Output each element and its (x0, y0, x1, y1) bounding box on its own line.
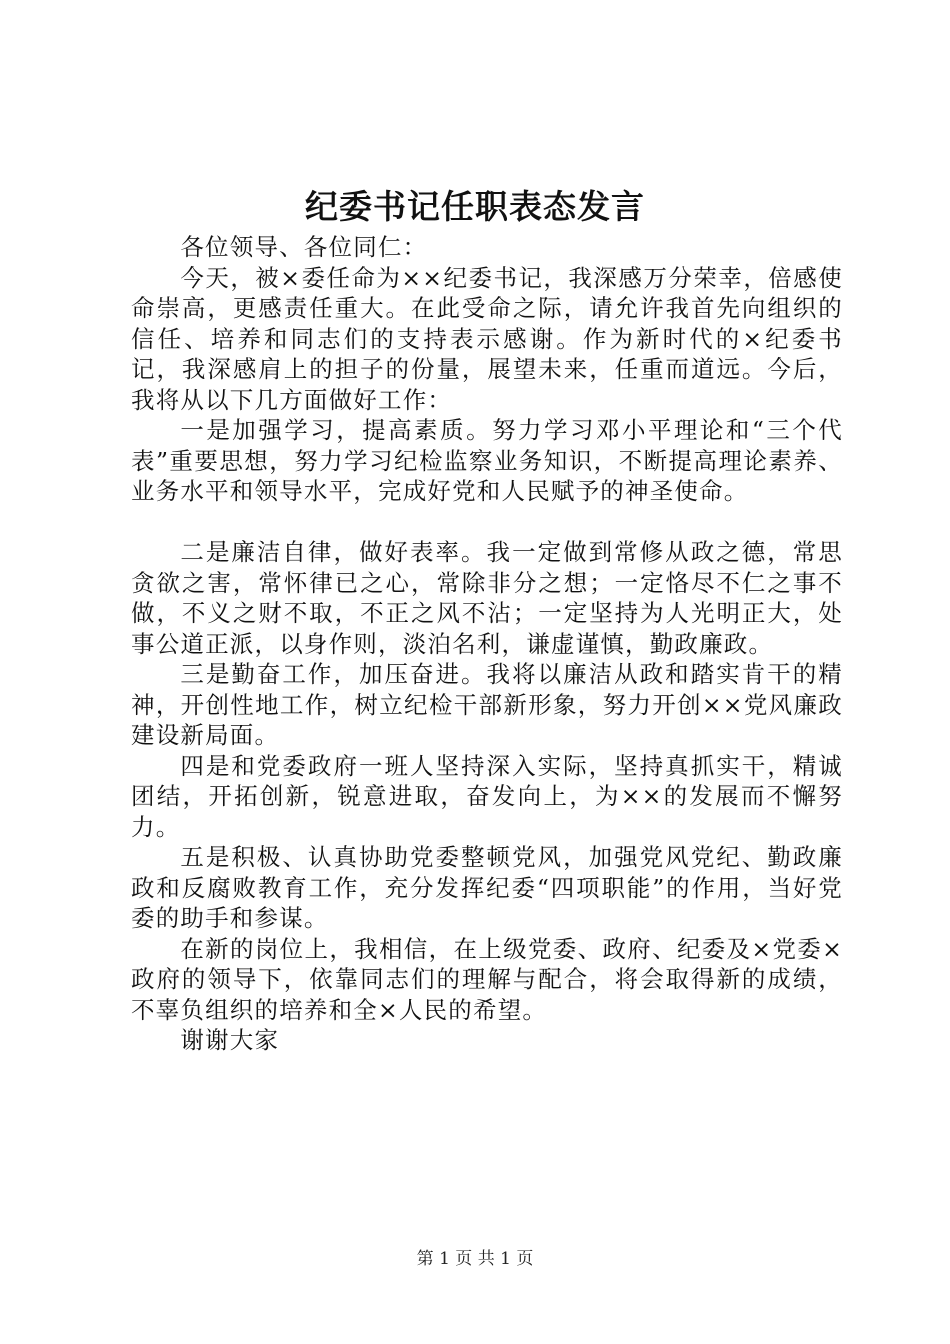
document-body (131, 232, 843, 1056)
greeting-paragraph: 各位领导、各位同仁： (180, 233, 428, 261)
intro-paragraph: 今天，被×委任命为××纪委书记，我深感万分荣幸，倍感使命崇高，更感责任重大。在此受命之际，请允许我首先向组织的信任、培养和同志们的支持表示感谢。作为新时代的×纪委书记，我深感肩上的担子的份量，展望未来，任重而道远。今后，我将从以下几方面做好工作： (131, 263, 843, 414)
point-five-paragraph: 五是积极、认真协助党委整顿党风，加强党风党纪、勤政廉政和反腐败教育工作，充分发挥纪委“四项职能”的作用，当好党委的助手和参谋。 (131, 843, 843, 932)
point-three-paragraph: 三是勤奋工作，加压奋进。我将以廉洁从政和踏实肯干的精神，开创性地工作，树立纪检干部新形象，努力开创××党风廉政建设新局面。 (131, 660, 843, 749)
point-four-paragraph: 四是和党委政府一班人坚持深入实际，坚持真抓实干，精诚团结，开拓创新，锐意进取，奋发向上，为××的发展而不懈努力。 (131, 751, 843, 841)
closing-paragraph: 在新的岗位上，我相信，在上级党委、政府、纪委及×党委×政府的领导下，依靠同志们的理解与配合，将会取得新的成绩，不辜负组织的培养和全×人民的希望。 (131, 934, 843, 1024)
document-title: 纪委书记任职表态发言 (305, 187, 645, 226)
point-one-paragraph: 一是加强学习，提高素质。努力学习邓小平理论和“三个代表”重要思想，努力学习纪检监察业务知识，不断提高理论素养、业务水平和领导水平，完成好党和人民赋予的神圣使命。 (131, 416, 843, 505)
thanks-paragraph: 谢谢大家 (180, 1026, 280, 1054)
page-number-footer: 第 1 页 共 1 页 (416, 1249, 534, 1269)
point-two-paragraph: 二是廉洁自律，做好表率。我一定做到常修从政之德，常思贪欲之害，常怀律已之心，常除非分之想；一定恪尽不仁之事不做，不义之财不取，不正之风不沾；一定坚持为人光明正大，处事公道正派，以身作则，淡泊名利，谦虚谨慎，勤政廉政。 (131, 538, 843, 658)
